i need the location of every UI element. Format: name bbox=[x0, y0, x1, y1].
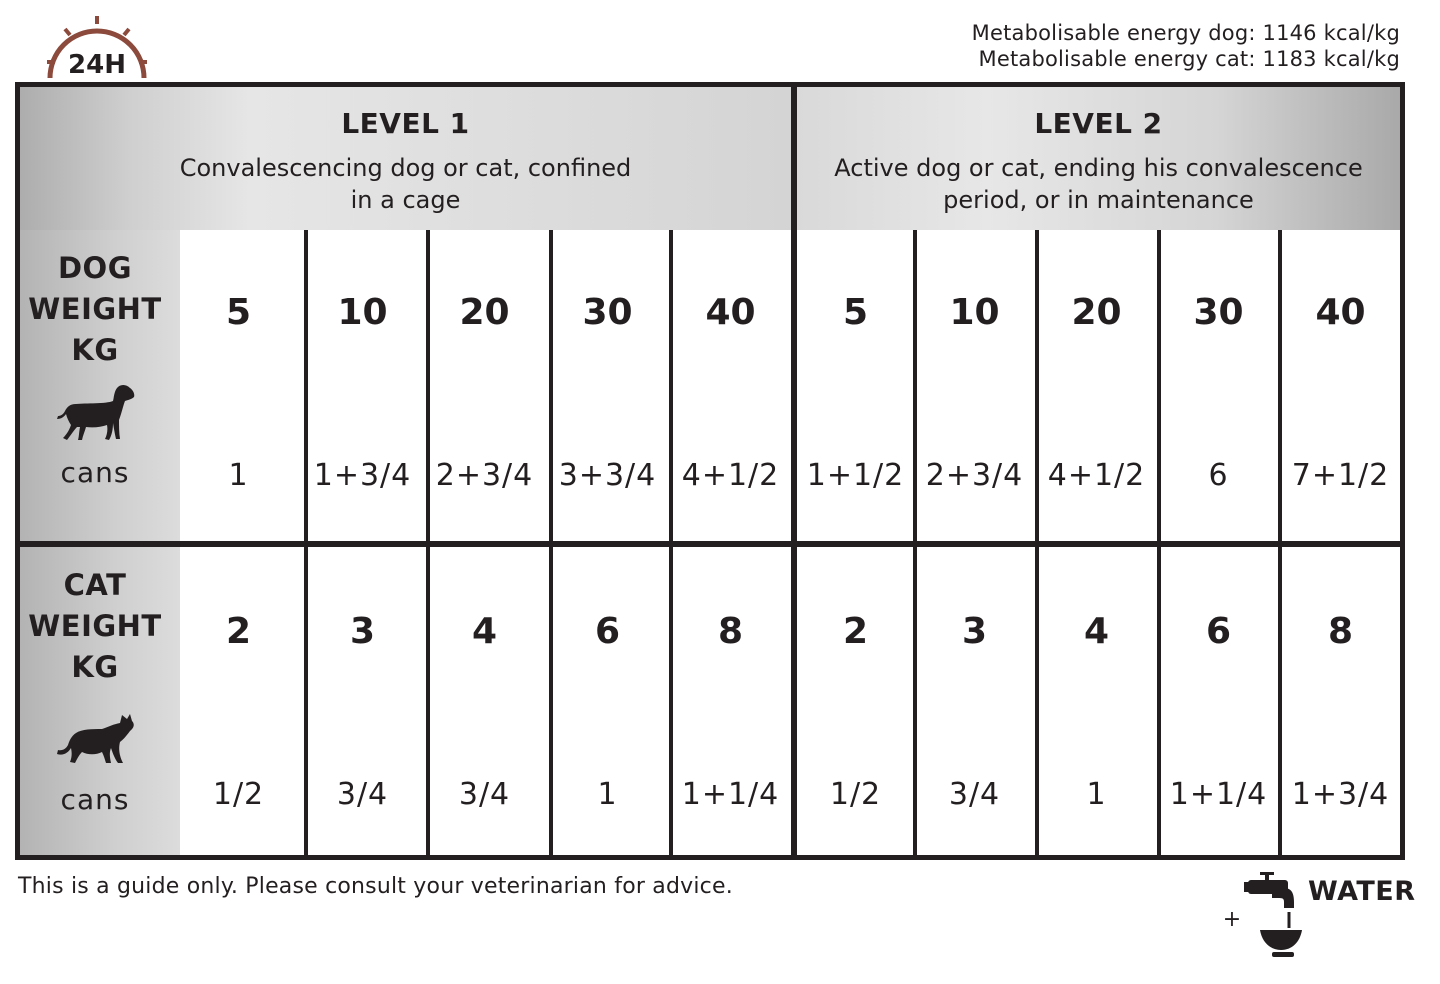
dog-cans: 1+1/2 bbox=[806, 458, 905, 493]
column-divider bbox=[913, 547, 917, 855]
badge-label: 24H bbox=[68, 50, 126, 80]
cat-cans: 1 bbox=[597, 777, 618, 812]
24h-badge bbox=[44, 12, 150, 84]
cat-cell bbox=[1160, 547, 1277, 855]
dog-cans: 2+3/4 bbox=[925, 458, 1024, 493]
level-divider bbox=[791, 87, 797, 855]
dog-weight: 40 bbox=[1315, 292, 1366, 333]
column-divider bbox=[1035, 547, 1039, 855]
water-label: WATER bbox=[1308, 876, 1416, 907]
cat-icon bbox=[56, 707, 136, 771]
column-divider bbox=[426, 230, 430, 541]
dog-cans: 7+1/2 bbox=[1291, 458, 1390, 493]
column-divider bbox=[304, 230, 308, 541]
dog-cans: 1+3/4 bbox=[313, 458, 412, 493]
dog-cell bbox=[426, 230, 543, 541]
water-reminder bbox=[1222, 868, 1416, 968]
cat-cell bbox=[180, 547, 297, 855]
level-1-header bbox=[20, 87, 791, 230]
feeding-table bbox=[15, 82, 1405, 860]
dog-weight: 20 bbox=[459, 292, 510, 333]
cat-cell bbox=[549, 547, 666, 855]
column-divider bbox=[913, 230, 917, 541]
dog-weight: 5 bbox=[842, 292, 869, 333]
cat-cans: 3/4 bbox=[948, 777, 1001, 812]
cat-cell bbox=[916, 547, 1033, 855]
level-2-title: LEVEL 2 bbox=[1034, 107, 1163, 140]
column-divider bbox=[1157, 230, 1161, 541]
cat-weight: 6 bbox=[594, 611, 621, 652]
tap-and-bowl-icon bbox=[1222, 868, 1306, 968]
dog-cans: 4+1/2 bbox=[681, 458, 780, 493]
disclaimer: This is a guide only. Please consult your veterinarian for advice. bbox=[18, 874, 733, 899]
column-divider bbox=[1157, 547, 1161, 855]
cat-cans-label: cans bbox=[60, 783, 130, 816]
dog-cans: 6 bbox=[1208, 458, 1229, 493]
cat-weight: 2 bbox=[842, 611, 869, 652]
dog-cell bbox=[549, 230, 666, 541]
species-divider bbox=[20, 541, 1400, 547]
energy-dog: Metabolisable energy dog: 1146 kcal/kg bbox=[971, 21, 1400, 45]
cat-weight: 4 bbox=[1083, 611, 1110, 652]
cat-weight-label: CAT WEIGHT KG bbox=[28, 568, 162, 684]
cat-weight: 8 bbox=[717, 611, 744, 652]
dog-cell bbox=[797, 230, 914, 541]
cat-weight: 2 bbox=[225, 611, 252, 652]
column-divider bbox=[426, 547, 430, 855]
dog-weight: 40 bbox=[705, 292, 756, 333]
column-divider bbox=[1035, 230, 1039, 541]
dog-weight: 30 bbox=[582, 292, 633, 333]
dog-cans: 2+3/4 bbox=[435, 458, 534, 493]
cat-row-header bbox=[20, 547, 180, 855]
level-2-header bbox=[797, 87, 1400, 230]
dog-cans-label: cans bbox=[60, 456, 130, 489]
clock-icon bbox=[44, 12, 150, 84]
dog-row-header bbox=[20, 230, 180, 541]
column-divider bbox=[549, 230, 553, 541]
dog-cell bbox=[672, 230, 789, 541]
column-divider bbox=[669, 230, 673, 541]
cat-cell bbox=[1282, 547, 1399, 855]
cat-cans: 1+1/4 bbox=[681, 777, 780, 812]
cat-cell bbox=[426, 547, 543, 855]
dog-icon bbox=[56, 382, 136, 446]
dog-cell bbox=[916, 230, 1033, 541]
cat-cans: 3/4 bbox=[336, 777, 389, 812]
cat-cans: 1+3/4 bbox=[1291, 777, 1390, 812]
column-divider bbox=[1278, 547, 1282, 855]
cat-weight: 3 bbox=[961, 611, 988, 652]
dog-weight: 20 bbox=[1071, 292, 1122, 333]
plus-sign: + bbox=[1222, 907, 1242, 932]
dog-weight: 10 bbox=[949, 292, 1000, 333]
dog-cell bbox=[1282, 230, 1399, 541]
cat-weight: 8 bbox=[1327, 611, 1354, 652]
dog-weight-label: DOG WEIGHT KG bbox=[28, 251, 162, 367]
cat-cell bbox=[672, 547, 789, 855]
cat-weight: 4 bbox=[471, 611, 498, 652]
cat-cans: 3/4 bbox=[458, 777, 511, 812]
energy-cat: Metabolisable energy cat: 1183 kcal/kg bbox=[978, 47, 1400, 71]
dog-cell bbox=[1038, 230, 1155, 541]
dog-cans: 1 bbox=[228, 458, 249, 493]
energy-info bbox=[972, 20, 1400, 72]
column-divider bbox=[549, 547, 553, 855]
dog-cell bbox=[1160, 230, 1277, 541]
cat-weight: 6 bbox=[1205, 611, 1232, 652]
cat-cell bbox=[304, 547, 421, 855]
cat-cell bbox=[1038, 547, 1155, 855]
dog-cans: 4+1/2 bbox=[1047, 458, 1146, 493]
column-divider bbox=[1278, 230, 1282, 541]
dog-weight: 5 bbox=[225, 292, 252, 333]
level-1-title: LEVEL 1 bbox=[341, 107, 470, 140]
level-2-description: Active dog or cat, ending his convalescence period, or in maintenance bbox=[834, 154, 1363, 214]
cat-cans: 1 bbox=[1086, 777, 1107, 812]
cat-cell bbox=[797, 547, 914, 855]
column-divider bbox=[669, 547, 673, 855]
cat-cans: 1+1/4 bbox=[1169, 777, 1268, 812]
cat-cans: 1/2 bbox=[829, 777, 882, 812]
cat-weight: 3 bbox=[349, 611, 376, 652]
dog-cell bbox=[304, 230, 421, 541]
dog-cans: 3+3/4 bbox=[558, 458, 657, 493]
column-divider bbox=[304, 547, 308, 855]
dog-weight: 10 bbox=[337, 292, 388, 333]
dog-weight: 30 bbox=[1193, 292, 1244, 333]
dog-cell bbox=[180, 230, 297, 541]
level-1-description: Convalescencing dog or cat, confined in a cage bbox=[179, 154, 632, 214]
cat-cans: 1/2 bbox=[212, 777, 265, 812]
